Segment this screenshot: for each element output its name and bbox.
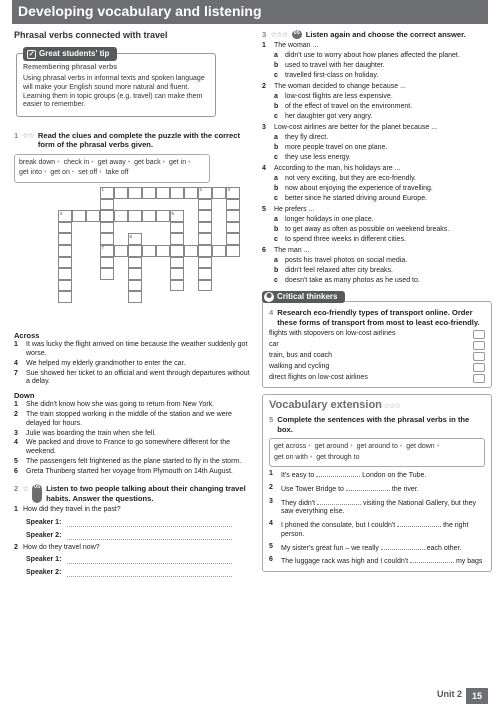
crossword-cell[interactable] <box>170 280 184 292</box>
crossword-cell[interactable] <box>128 210 142 222</box>
unit-label: Unit 2 <box>436 688 462 699</box>
mc-option[interactable]: b didn't feel relaxed after city breaks. <box>274 266 393 274</box>
rank-item: flights with stopovers on low-cost airlines <box>269 330 485 339</box>
crossword-cell[interactable] <box>114 245 128 257</box>
crossword-cell[interactable] <box>198 280 212 292</box>
word: get away <box>97 158 126 166</box>
check-icon: ✓ <box>28 50 35 58</box>
mc-option[interactable]: a not very exciting, but they are eco-friendly. <box>274 175 416 183</box>
gap-blank[interactable] <box>317 498 361 505</box>
task5-number: 5 <box>269 415 274 425</box>
task3-stars: ☆☆☆ <box>270 30 288 39</box>
crossword-cell[interactable] <box>100 268 114 280</box>
crossword-cell[interactable] <box>58 268 72 280</box>
mc-option[interactable]: a didn't use to worry about how planes affected the planet. <box>274 52 460 60</box>
rank-item: walking and cycling <box>269 363 485 372</box>
task1-stars: ☆☆ <box>22 131 34 140</box>
crossword-cell[interactable] <box>170 187 184 199</box>
crossword-number: 3 <box>227 187 231 193</box>
task5-header <box>269 415 485 434</box>
mc-option[interactable]: b used to travel with her daughter. <box>274 61 385 69</box>
task2-question: 2 How do they travel now? <box>14 543 100 551</box>
tip-subtitle: Remembering phrasal verbs <box>23 64 118 72</box>
crossword-cell[interactable] <box>128 187 142 199</box>
clue-across: 1 It was lucky the flight arrived on time because the weather suddenly got worse. <box>14 341 248 358</box>
tip-tab <box>23 47 117 61</box>
crossword-cell[interactable] <box>128 291 142 303</box>
crossword-cell[interactable] <box>58 280 72 292</box>
crossword-cell[interactable] <box>128 280 142 292</box>
word: get around to <box>356 443 398 451</box>
crossword-cell[interactable] <box>128 257 142 269</box>
rank-box[interactable] <box>473 330 485 339</box>
crossword-cell[interactable] <box>226 210 240 222</box>
mc-option[interactable]: c better since he started driving around Europe. <box>274 194 428 202</box>
crossword-number: 2 <box>199 187 203 193</box>
crossword-cell[interactable] <box>58 245 72 257</box>
crossword-cell[interactable] <box>128 268 142 280</box>
vocab-stars: ☆☆☆ <box>383 401 401 411</box>
left-column <box>14 30 252 578</box>
crossword-cell[interactable] <box>212 245 226 257</box>
gap-sentence: 4 I phoned the consulate, but I couldn't the right person. <box>269 520 469 538</box>
multiple-choice-list <box>262 42 492 285</box>
crossword-cell[interactable] <box>226 233 240 245</box>
crossword-cell[interactable] <box>198 199 212 211</box>
mc-option[interactable]: c they use less energy. <box>274 153 351 161</box>
crossword-number: 6 <box>129 233 133 239</box>
crossword-cell[interactable] <box>198 233 212 245</box>
crossword-cell[interactable] <box>156 210 170 222</box>
crossword-cell[interactable] <box>198 268 212 280</box>
header-bar <box>12 0 488 24</box>
crossword-cell[interactable] <box>198 257 212 269</box>
crossword-cell[interactable] <box>58 233 72 245</box>
tip-text: Using phrasal verbs in informal texts and spoken language will make your English sound more natural and fluent. Learning them in topic groups (e.g. travel) can make them easier to remember. <box>23 75 205 109</box>
gap-blank[interactable] <box>316 470 360 477</box>
word: get in <box>169 158 187 166</box>
mc-option[interactable]: b to get away as often as possible on weekend breaks. <box>274 225 450 233</box>
critical-box <box>262 301 492 388</box>
mc-option[interactable]: b more people travel on one plane. <box>274 143 388 151</box>
crossword-cell[interactable] <box>128 245 142 257</box>
mc-question: 1 The woman ... <box>262 42 319 50</box>
gap-sentence: 5 My sister's great fun – we really each other. <box>269 542 462 552</box>
task4-number: 4 <box>269 308 274 318</box>
gap-fill-list <box>269 470 485 567</box>
mc-option[interactable]: a low-cost flights are less expensive. <box>274 93 393 101</box>
crossword-cell[interactable] <box>58 222 72 234</box>
rank-box[interactable] <box>473 374 485 383</box>
page-number: 15 <box>466 688 488 704</box>
clue-down: 6 Greta Thunberg started her voyage from Plymouth on 14th August. <box>14 467 233 475</box>
crossword-cell[interactable] <box>100 199 114 211</box>
crossword-cell[interactable] <box>114 187 128 199</box>
crossword-cell[interactable] <box>226 245 240 257</box>
mc-question: 4 According to the man, his holidays are ... <box>262 165 401 173</box>
crossword-cell[interactable] <box>184 187 198 199</box>
word: get back <box>134 158 161 166</box>
task3-number: 3 <box>262 30 267 39</box>
clue-across: 7 Sue showed her ticket to an official and went through departures without a delay. <box>14 369 250 386</box>
word: get down <box>406 443 435 451</box>
task3-header <box>262 30 492 39</box>
mc-option[interactable]: a they fly direct. <box>274 134 329 142</box>
task2-header <box>14 484 252 503</box>
mc-option[interactable]: c her daughter got very angry. <box>274 112 373 120</box>
crossword-cell[interactable] <box>100 210 114 222</box>
word: get into <box>19 169 42 177</box>
crossword-cell[interactable] <box>142 187 156 199</box>
mc-question: 5 He prefers ... <box>262 206 315 214</box>
crossword-cell[interactable] <box>198 245 212 257</box>
word: get on <box>50 169 70 177</box>
mc-option[interactable]: c to spend three weeks in different cities. <box>274 235 406 243</box>
task2-number: 2 <box>14 484 19 494</box>
crossword-cell[interactable] <box>72 210 86 222</box>
gap-blank[interactable] <box>397 520 441 527</box>
crossword-cell[interactable] <box>156 245 170 257</box>
crossword-cell[interactable] <box>100 233 114 245</box>
clue-across: 4 We helped my elderly grandmother to enter the car. <box>14 359 186 367</box>
rank-item: direct flights on low-cost airlines <box>269 374 485 383</box>
task1-number: 1 <box>14 131 19 140</box>
crossword-cell[interactable] <box>58 291 72 303</box>
clue-down: 5 The passengers felt frightened as the plane started to fly in the storm. <box>14 457 242 465</box>
crossword-cell[interactable] <box>100 257 114 269</box>
crossword-cell[interactable] <box>198 222 212 234</box>
gap-blank[interactable] <box>381 543 425 550</box>
critical-thinkers-tab <box>262 291 345 303</box>
task1-instruction: Read the clues and complete the puzzle with the correct form of the phrasal verbs given. <box>37 131 240 150</box>
crossword-number: 7 <box>101 245 105 251</box>
rank-box[interactable] <box>473 352 485 361</box>
vocab-title-row <box>269 399 485 413</box>
crossword-cell[interactable] <box>170 268 184 280</box>
mc-option[interactable]: b now about enjoying the experience of travelling. <box>274 184 433 192</box>
rank-box[interactable] <box>473 341 485 350</box>
crossword-cell[interactable] <box>142 210 156 222</box>
tip-tab-label: Great students' tip <box>39 49 110 59</box>
word: get around <box>314 443 349 451</box>
word: break down <box>19 158 56 166</box>
crossword-cell[interactable] <box>100 222 114 234</box>
answer-line[interactable]: Speaker 2: <box>14 532 252 541</box>
crossword-cell[interactable] <box>86 210 100 222</box>
mc-question: 3 Low-cost airlines are better for the planet because ... <box>262 124 438 132</box>
rank-box[interactable] <box>473 363 485 372</box>
word: set off <box>78 169 98 177</box>
mc-question: 2 The woman decided to change because ... <box>262 83 406 91</box>
mc-question: 6 The man ... <box>262 247 310 255</box>
mc-option[interactable]: a posts his travel photos on social media. <box>274 257 408 265</box>
word: take off <box>105 169 129 177</box>
rank-item: car <box>269 341 485 350</box>
task2-instruction: Listen to two people talking about their changing travel habits. Answer the questions. <box>46 484 246 503</box>
crossword-number: 1 <box>101 187 105 193</box>
gap-sentence: 6 The luggage rack was high and I couldn't my bags <box>269 556 483 566</box>
answer-line[interactable]: Speaker 2: <box>14 569 252 578</box>
task4-header <box>269 308 485 327</box>
vocab-title: Vocabulary extension <box>269 399 382 412</box>
word: get across <box>274 443 307 451</box>
tip-box <box>16 49 216 117</box>
rank-item: train, bus and coach <box>269 352 485 361</box>
crossword-cell[interactable] <box>170 233 184 245</box>
audio-icon[interactable]: 05 <box>292 30 302 39</box>
clue-down: 1 She didn't know how she was going to return from New York. <box>14 401 215 409</box>
crossword-cell[interactable] <box>184 245 198 257</box>
gap-sentence: 1 It's easy to London on the Tube. <box>269 470 427 480</box>
crossword-cell[interactable] <box>156 187 170 199</box>
task1-header <box>14 131 252 150</box>
task3-instruction: Listen again and choose the correct answer. <box>305 30 466 39</box>
crossword-cell[interactable] <box>226 222 240 234</box>
task5-instruction: Complete the sentences with the phrasal verbs in the box. <box>277 415 470 434</box>
crossword-puzzle[interactable] <box>58 187 264 327</box>
crossword-cell[interactable] <box>142 245 156 257</box>
mc-option[interactable]: c doesn't take as many photos as he used to. <box>274 276 420 284</box>
gap-blank[interactable] <box>410 556 454 563</box>
across-heading: Across <box>14 330 40 340</box>
crossword-cell[interactable] <box>170 257 184 269</box>
rank-list <box>269 330 485 383</box>
task4-instruction: Research eco-friendly types of transport online. Order these forms of transport from most to least eco-friendly. <box>277 308 480 327</box>
crossword-cell[interactable] <box>226 199 240 211</box>
word: get on with <box>274 453 308 461</box>
audio-icon[interactable]: 05 <box>32 484 42 503</box>
word: get through to <box>316 453 360 461</box>
task2-question: 1 How did they travel in the past? <box>14 506 121 514</box>
crossword-cell[interactable] <box>170 222 184 234</box>
task1-word-box: break down • check in • get away • get back • get in • get into • get on • set off • take off <box>14 154 210 183</box>
crossword-number: 5 <box>171 210 175 216</box>
clue-down: 3 Julie was boarding the train when she fell. <box>14 429 156 437</box>
crossword-cell[interactable] <box>170 245 184 257</box>
crossword-cell[interactable] <box>212 187 226 199</box>
task2-stars: ☆ <box>22 484 29 494</box>
gap-blank[interactable] <box>346 484 390 491</box>
critical-tab-label: Critical thinkers <box>277 292 338 302</box>
mc-option[interactable]: c travelled first-class on holiday. <box>274 71 379 79</box>
page-title: Developing vocabulary and listening <box>18 3 262 19</box>
mc-option[interactable]: a longer holidays in one place. <box>274 216 374 224</box>
answer-line[interactable]: Speaker 1: <box>14 556 252 565</box>
gap-sentence: 3 They didn't visiting the National Gallery, but they saw everything else. <box>269 497 477 516</box>
crossword-number: 4 <box>59 210 63 216</box>
crossword-cell[interactable] <box>198 210 212 222</box>
vocab-extension-box <box>262 394 492 572</box>
right-column <box>262 30 492 572</box>
mc-option[interactable]: b of the effect of travel on the environment. <box>274 102 413 110</box>
clue-down: 4 We packed and drove to France to go somewhere different for the weekend. <box>14 439 231 456</box>
section-title: Phrasal verbs connected with travel <box>14 30 168 40</box>
answer-line[interactable]: Speaker 1: <box>14 519 252 528</box>
gap-sentence: 2 Use Tower Bridge to the river. <box>269 483 419 493</box>
task5-word-box: get across • get around • get around to • get down • get on with • get through to <box>269 438 485 467</box>
down-heading: Down <box>14 391 35 401</box>
clue-down: 2 The train stopped working in the middle of the station and we were delayed for hours. <box>14 411 232 427</box>
crossword-cell[interactable] <box>114 210 128 222</box>
lightbulb-icon: ✺ <box>264 292 274 302</box>
word: check in <box>63 158 90 166</box>
crossword-cell[interactable] <box>58 257 72 269</box>
